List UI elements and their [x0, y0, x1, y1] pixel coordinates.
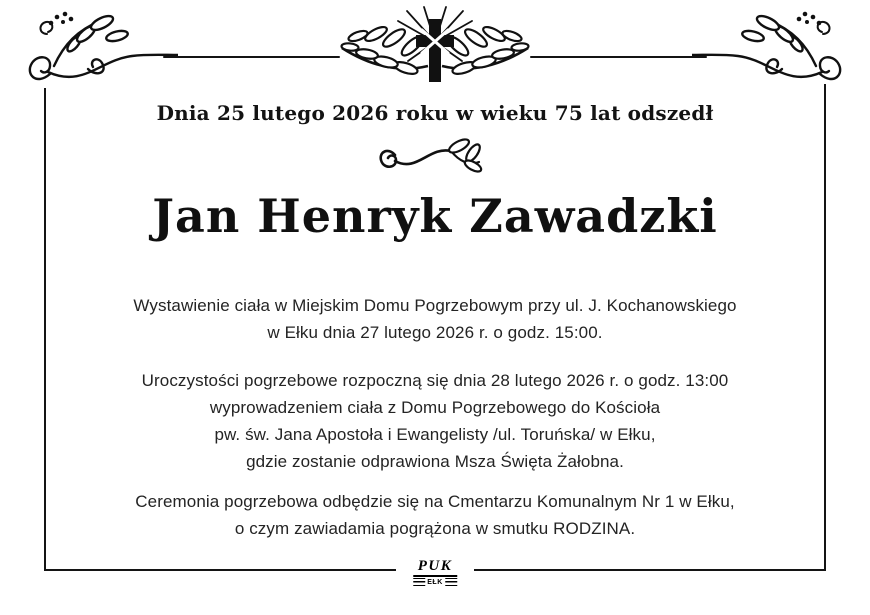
logo-subtext: EŁK [427, 578, 443, 586]
leaf-swirl-divider-icon [377, 134, 493, 178]
frame-border-bottom-left [44, 569, 396, 571]
frame-border-right [824, 84, 826, 570]
frame-border-top-left [163, 56, 340, 58]
puk-elk-logo [399, 558, 471, 589]
text-line: o czym zawiadamia pogrążona w smutku RODZINA. [234, 519, 636, 538]
logo-subtext-row [413, 578, 457, 586]
logo-text: PUK [413, 559, 457, 577]
text-line: Uroczystości pogrzebowe rozpoczną się dnia 28 lutego 2026 r. o godz. 13:00 [141, 371, 729, 390]
text-line: w Ełku dnia 27 lutego 2026 r. o godz. 15:00. [267, 323, 603, 342]
text-line: gdzie zostanie odprawiona Msza Święta Żałobna. [246, 452, 624, 471]
ceremony-info-paragraph [55, 488, 815, 542]
frame-border-bottom-right [474, 569, 826, 571]
text-line: Wystawienie ciała w Miejskim Domu Pogrzebowym przy ul. J. Kochanowskiego [133, 296, 737, 315]
frame-border-left [44, 88, 46, 570]
text-line: Ceremonia pogrzebowa odbędzie się na Cmentarzu Komunalnym Nr 1 w Ełku, [135, 492, 735, 511]
cross-with-laurel-icon [334, 6, 536, 94]
frame-border-top-right [530, 56, 707, 58]
date-line: Dnia 25 lutego 2026 roku w wieku 75 lat odszedł [156, 101, 714, 125]
text-line: pw. św. Jana Apostoła i Ewangelisty /ul. Toruńska/ w Ełku, [214, 425, 656, 444]
logo-bar-icon [445, 578, 457, 586]
deceased-name: Jan Henryk Zawadzki [152, 189, 718, 243]
floral-flourish-icon [28, 10, 178, 95]
floral-flourish-icon [692, 10, 842, 95]
text-line: wyprowadzeniem ciała z Domu Pogrzebowego do Kościoła [209, 398, 661, 417]
viewing-info-paragraph [55, 292, 815, 346]
funeral-service-paragraph [55, 367, 815, 475]
logo-bar-icon [413, 578, 425, 586]
